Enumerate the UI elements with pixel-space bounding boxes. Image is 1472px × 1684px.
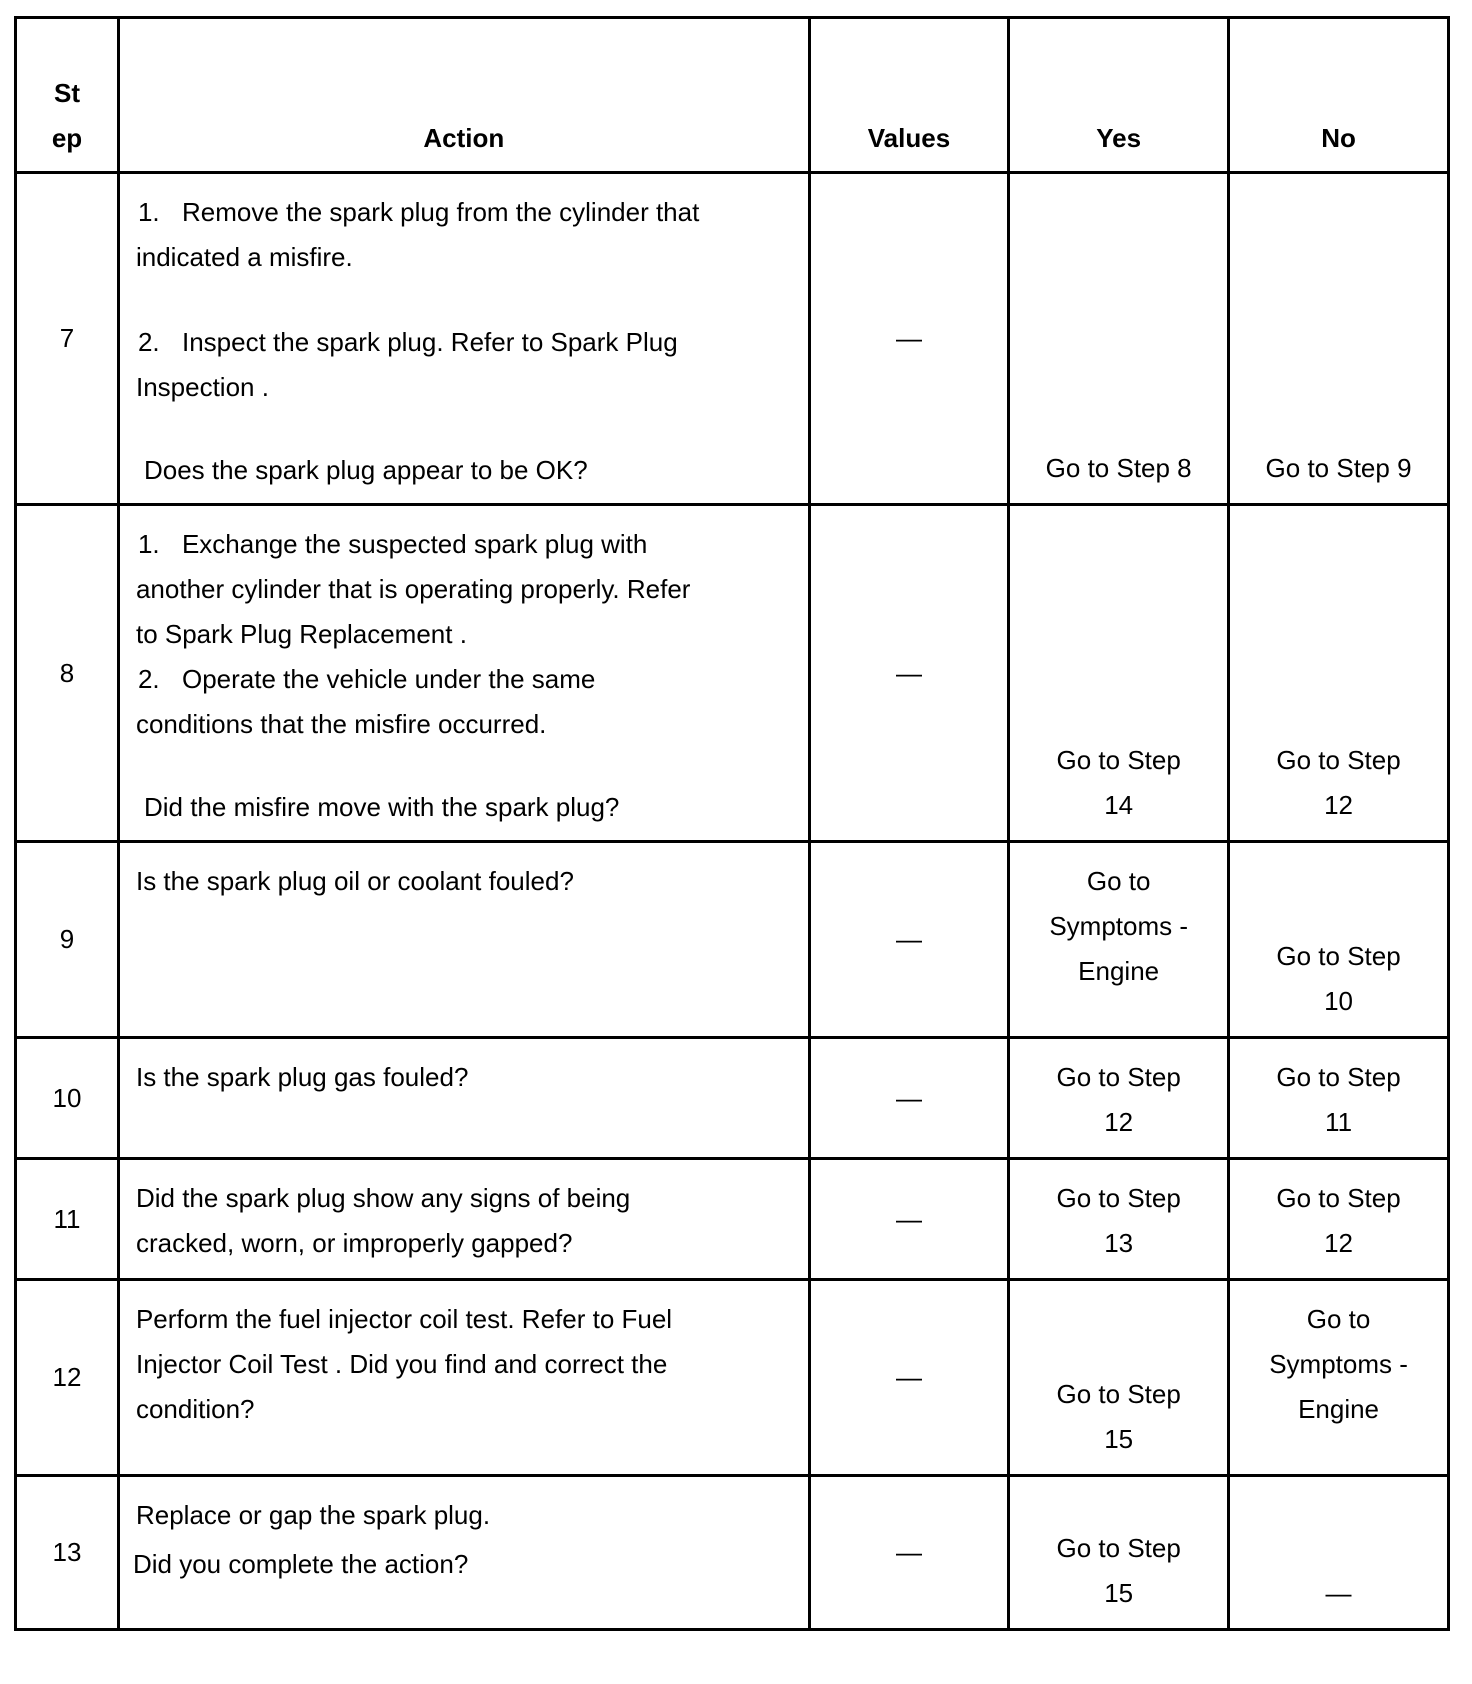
- action-item-2: 2. Operate the vehicle under the same: [137, 664, 596, 694]
- no-column-header: No: [1229, 18, 1449, 173]
- step-number: 9: [16, 842, 119, 1038]
- diagnostic-table: [14, 16, 1450, 1631]
- yes-cell: Go to Step 14: [1009, 505, 1229, 842]
- values-cell: —: [809, 1280, 1009, 1476]
- action-item-1-cont: indicated a misfire.: [135, 242, 353, 272]
- action-line-2: cracked, worn, or improperly gapped?: [135, 1228, 573, 1258]
- diagnostic-table-container: [14, 16, 1450, 1631]
- yes-column-header: Yes: [1009, 18, 1229, 173]
- action-cell: [118, 1280, 809, 1476]
- table-row-step-8: [16, 505, 1449, 842]
- action-item-1-cont-2: to Spark Plug Replacement .: [135, 619, 467, 649]
- values-cell: —: [809, 842, 1009, 1038]
- values-column-header: Values: [809, 18, 1009, 173]
- values-cell: —: [809, 505, 1009, 842]
- action-line-1: Perform the fuel injector coil test. Refer to Fuel: [135, 1304, 673, 1334]
- no-cell: Go to Step 12: [1229, 1159, 1449, 1280]
- no-cell: Go to Symptoms - Engine: [1229, 1280, 1449, 1476]
- step-header-line-2: ep: [51, 123, 83, 153]
- action-cell: [118, 173, 809, 505]
- step-number: 11: [16, 1159, 119, 1280]
- no-cell: Go to Step 10: [1229, 842, 1449, 1038]
- action-line-2: Injector Coil Test . Did you find and correct the: [135, 1349, 668, 1379]
- action-cell: [118, 1159, 809, 1280]
- action-line-1: Did the spark plug show any signs of being: [135, 1183, 631, 1213]
- action-item-2: 2. Inspect the spark plug. Refer to Spark Plug: [137, 327, 678, 357]
- yes-cell: Go to Step 15: [1009, 1280, 1229, 1476]
- table-row-step-9: [16, 842, 1449, 1038]
- step-header-line-1: St: [53, 78, 80, 108]
- action-line-2: Did you complete the action?: [132, 1549, 469, 1579]
- action-item-2-cont: conditions that the misfire occurred.: [135, 709, 547, 739]
- values-cell: —: [809, 1038, 1009, 1159]
- yes-cell: Go to Step 12: [1009, 1038, 1229, 1159]
- action-question: Is the spark plug oil or coolant fouled?: [135, 866, 574, 896]
- values-cell: —: [809, 173, 1009, 505]
- action-question: Does the spark plug appear to be OK?: [143, 455, 588, 485]
- no-cell: —: [1229, 1476, 1449, 1630]
- action-cell: [118, 1038, 809, 1159]
- yes-cell: Go to Step 13: [1009, 1159, 1229, 1280]
- action-item-1-cont: another cylinder that is operating properly. Refer: [135, 574, 691, 604]
- yes-cell: Go to Symptoms - Engine: [1009, 842, 1229, 1038]
- step-number: 12: [16, 1280, 119, 1476]
- header-row: [16, 18, 1449, 173]
- table-row-step-13: [16, 1476, 1449, 1630]
- step-column-header: [16, 18, 119, 173]
- no-cell: Go to Step 12: [1229, 505, 1449, 842]
- step-number: 13: [16, 1476, 119, 1630]
- table-row-step-12: [16, 1280, 1449, 1476]
- yes-cell: Go to Step 15: [1009, 1476, 1229, 1630]
- action-cell: [118, 842, 809, 1038]
- step-number: 10: [16, 1038, 119, 1159]
- action-item-2-cont: Inspection .: [135, 372, 269, 402]
- action-column-header: Action: [118, 18, 809, 173]
- action-line-3: condition?: [135, 1394, 255, 1424]
- no-cell: Go to Step 11: [1229, 1038, 1449, 1159]
- action-item-1: 1. Remove the spark plug from the cylinder that: [137, 197, 700, 227]
- step-number: 7: [16, 173, 119, 505]
- action-question: Did the misfire move with the spark plug?: [143, 792, 620, 822]
- action-question: Is the spark plug gas fouled?: [135, 1062, 469, 1092]
- values-cell: —: [809, 1476, 1009, 1630]
- values-cell: —: [809, 1159, 1009, 1280]
- table-row-step-7: [16, 173, 1449, 505]
- action-item-1: 1. Exchange the suspected spark plug with: [137, 529, 648, 559]
- no-cell: Go to Step 9: [1229, 173, 1449, 505]
- action-cell: [118, 1476, 809, 1630]
- yes-cell: Go to Step 8: [1009, 173, 1229, 505]
- table-row-step-11: [16, 1159, 1449, 1280]
- step-number: 8: [16, 505, 119, 842]
- action-line-1: Replace or gap the spark plug.: [135, 1500, 491, 1530]
- table-row-step-10: [16, 1038, 1449, 1159]
- action-cell: [118, 505, 809, 842]
